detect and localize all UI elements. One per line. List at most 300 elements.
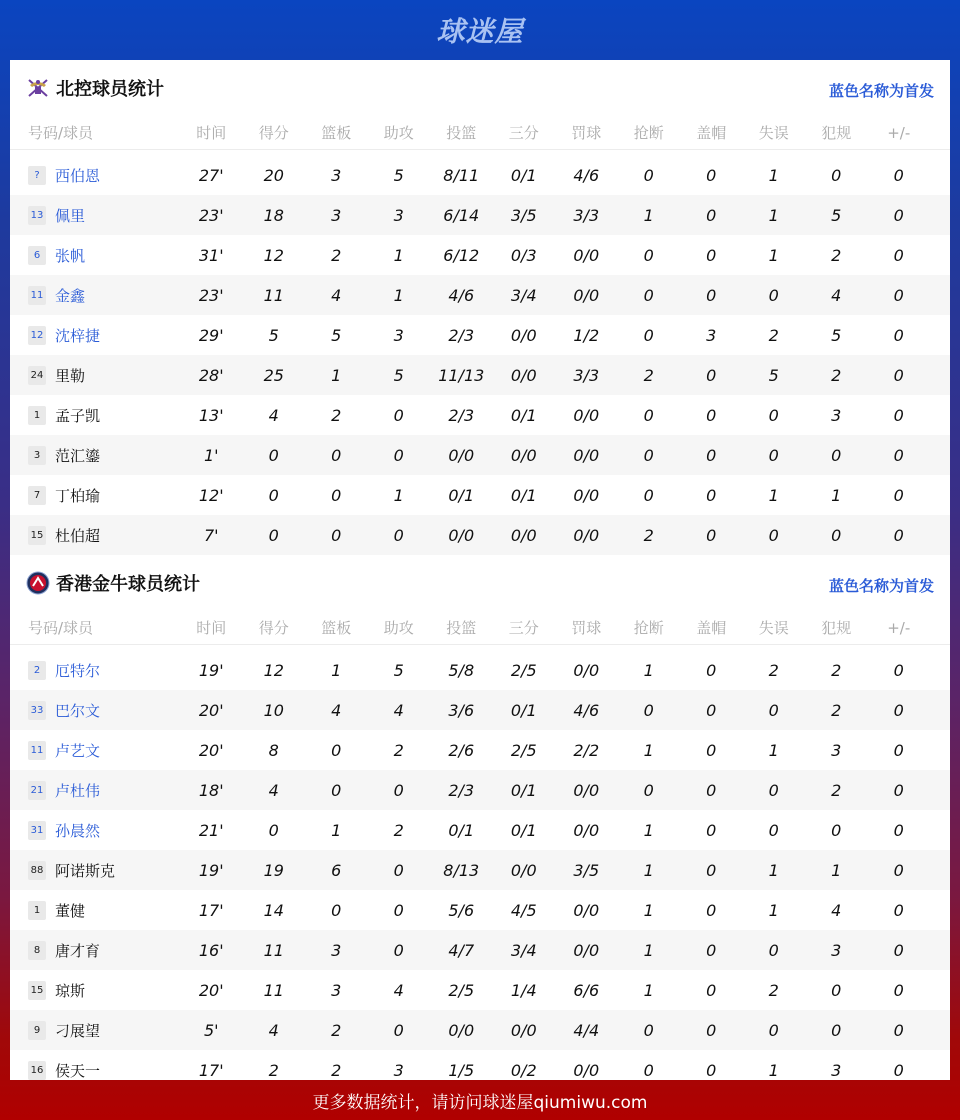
footer-banner [0, 1080, 960, 1120]
stat-blocks: 0 [706, 285, 717, 305]
stat-fg: 11/13 [438, 365, 485, 385]
stat-ft: 0/0 [573, 900, 600, 920]
player-cell [10, 660, 180, 681]
stat-plus-minus: 0 [893, 405, 904, 425]
jersey-number-badge: 12 [28, 326, 46, 345]
jersey-number-badge: 15 [28, 981, 46, 1000]
player-name-link[interactable]: 范汇鎏 [55, 446, 101, 465]
stat-blocks: 0 [706, 1060, 717, 1080]
player-row[interactable] [10, 850, 950, 890]
player-row[interactable] [10, 435, 950, 475]
stat-rebounds: 4 [331, 285, 342, 305]
column-header-plus-minus[interactable]: +/- [887, 618, 911, 637]
stat-rebounds: 2 [331, 245, 342, 265]
stat-rebounds: 6 [331, 860, 342, 880]
stat-ft: 4/6 [573, 165, 600, 185]
stat-assists: 1 [393, 285, 404, 305]
column-header-points[interactable]: 得分 [258, 124, 289, 142]
stat-minutes: 13' [198, 405, 224, 425]
stat-blocks: 0 [706, 525, 717, 545]
stat-points: 19 [263, 860, 284, 880]
player-name-link[interactable]: 刁展望 [55, 1021, 101, 1040]
stat-assists: 3 [393, 205, 404, 225]
stat-assists: 2 [393, 740, 404, 760]
stat-ft: 4/6 [573, 700, 600, 720]
stat-three-pt: 3/5 [510, 205, 537, 225]
stat-blocks: 0 [706, 980, 717, 1000]
column-header-three-pt[interactable]: 三分 [508, 124, 539, 142]
player-row[interactable] [10, 690, 950, 730]
player-name-link[interactable]: 琼斯 [55, 981, 86, 1000]
stat-assists: 0 [393, 780, 404, 800]
starter-legend-note: 蓝色名称为首发 [828, 577, 934, 595]
stat-fg: 4/7 [448, 940, 475, 960]
column-header-fouls[interactable]: 犯规 [821, 619, 852, 637]
stat-rebounds: 2 [331, 405, 342, 425]
player-row[interactable] [10, 155, 950, 195]
stat-fouls: 2 [831, 365, 842, 385]
stat-turnovers: 5 [768, 365, 779, 385]
stat-assists: 0 [393, 900, 404, 920]
stat-points: 8 [268, 740, 279, 760]
player-name-link[interactable]: 金鑫 [55, 286, 86, 305]
stat-fg: 2/6 [448, 740, 475, 760]
jersey-number-badge: 21 [28, 781, 46, 800]
column-header-player[interactable]: 号码/球员 [28, 619, 94, 637]
hong-kong-bulls-logo-icon [26, 571, 50, 595]
column-header-steals[interactable]: 抢断 [633, 619, 664, 637]
stat-fg: 2/3 [448, 405, 475, 425]
stat-three-pt: 0/0 [510, 1020, 537, 1040]
jersey-number-badge: 6 [28, 246, 46, 265]
jersey-number-badge: 15 [28, 526, 46, 545]
stat-three-pt: 2/5 [510, 740, 537, 760]
column-header-steals[interactable]: 抢断 [633, 124, 664, 142]
stat-ft: 0/0 [573, 660, 600, 680]
stat-fouls: 4 [831, 900, 842, 920]
player-name-link[interactable]: 丁柏瑜 [55, 486, 101, 505]
column-header-three-pt[interactable]: 三分 [508, 619, 539, 637]
stat-minutes: 23' [198, 205, 224, 225]
stat-turnovers: 0 [768, 1020, 779, 1040]
stat-assists: 0 [393, 860, 404, 880]
column-header-assists[interactable]: 助攻 [383, 124, 414, 142]
stat-fouls: 3 [831, 740, 842, 760]
column-header-ft[interactable]: 罚球 [571, 124, 602, 142]
player-row[interactable] [10, 515, 950, 555]
jersey-number-badge: 24 [28, 366, 46, 385]
column-header-fouls[interactable]: 犯规 [821, 124, 852, 142]
stats-card [10, 60, 950, 1080]
stat-fouls: 5 [831, 325, 842, 345]
player-cell [10, 165, 180, 186]
stat-points: 0 [268, 445, 279, 465]
table-header-row [10, 611, 950, 645]
stat-minutes: 19' [198, 660, 224, 680]
stat-turnovers: 0 [768, 405, 779, 425]
stat-points: 11 [263, 940, 284, 960]
stat-fg: 6/14 [443, 205, 480, 225]
stat-blocks: 0 [706, 405, 717, 425]
stat-points: 10 [263, 700, 284, 720]
starter-legend-note: 蓝色名称为首发 [828, 82, 934, 100]
stat-minutes: 1' [203, 445, 219, 465]
stat-plus-minus: 0 [893, 1020, 904, 1040]
player-table-body [10, 155, 950, 555]
stat-minutes: 12' [198, 485, 224, 505]
stat-fg: 3/6 [448, 700, 475, 720]
stat-plus-minus: 0 [893, 445, 904, 465]
stat-ft: 3/5 [573, 860, 600, 880]
stat-points: 11 [263, 285, 284, 305]
stat-minutes: 23' [198, 285, 224, 305]
stat-turnovers: 0 [768, 940, 779, 960]
column-header-fg[interactable]: 投篮 [446, 124, 477, 142]
column-header-blocks[interactable]: 盖帽 [696, 619, 727, 637]
top-banner [0, 0, 960, 60]
column-header-rebounds[interactable]: 篮板 [321, 619, 352, 637]
player-row[interactable] [10, 275, 950, 315]
stat-fg: 0/0 [448, 525, 475, 545]
stat-fg: 0/0 [448, 1020, 475, 1040]
stat-fouls: 2 [831, 700, 842, 720]
stat-turnovers: 0 [768, 445, 779, 465]
stat-three-pt: 0/3 [510, 245, 537, 265]
player-name-link[interactable]: 沈梓捷 [55, 326, 101, 345]
stat-points: 0 [268, 820, 279, 840]
player-row[interactable] [10, 890, 950, 930]
stat-blocks: 0 [706, 820, 717, 840]
stat-fg: 2/3 [448, 780, 475, 800]
stat-ft: 0/0 [573, 525, 600, 545]
stat-plus-minus: 0 [893, 700, 904, 720]
stat-three-pt: 2/5 [510, 660, 537, 680]
table-header-row [10, 116, 950, 150]
player-row[interactable] [10, 930, 950, 970]
player-row[interactable] [10, 235, 950, 275]
stat-three-pt: 0/1 [510, 405, 537, 425]
stat-three-pt: 0/1 [510, 780, 537, 800]
stat-plus-minus: 0 [893, 940, 904, 960]
stat-rebounds: 5 [331, 325, 342, 345]
player-cell [10, 525, 180, 546]
player-row[interactable] [10, 770, 950, 810]
stat-turnovers: 1 [768, 165, 779, 185]
stat-fouls: 0 [831, 445, 842, 465]
stat-blocks: 0 [706, 165, 717, 185]
jersey-number-badge: 1 [28, 406, 46, 425]
stat-points: 4 [268, 405, 279, 425]
team-title: 香港金牛球员统计 [56, 574, 200, 595]
stat-rebounds: 3 [331, 165, 342, 185]
player-cell [10, 780, 180, 801]
player-cell [10, 485, 180, 506]
player-name-link[interactable]: 孙晨然 [55, 821, 101, 840]
stat-blocks: 0 [706, 365, 717, 385]
column-header-ft[interactable]: 罚球 [571, 619, 602, 637]
player-name-link[interactable]: 唐才育 [55, 941, 101, 960]
player-name-link[interactable]: 孟子凯 [55, 406, 101, 425]
column-header-plus-minus[interactable]: +/- [887, 123, 911, 142]
column-header-turnovers[interactable]: 失误 [758, 619, 789, 637]
stat-points: 2 [268, 1060, 279, 1080]
stat-plus-minus: 0 [893, 325, 904, 345]
jersey-number-badge: 13 [28, 206, 46, 225]
player-row[interactable] [10, 810, 950, 850]
stat-three-pt: 1/4 [510, 980, 537, 1000]
stat-blocks: 0 [706, 900, 717, 920]
player-name-link[interactable]: 卢艺文 [55, 741, 101, 760]
stat-assists: 3 [393, 325, 404, 345]
player-name-link[interactable]: 侯天一 [55, 1061, 101, 1080]
player-row[interactable] [10, 1010, 950, 1050]
stat-ft: 0/0 [573, 445, 600, 465]
stat-minutes: 19' [198, 860, 224, 880]
player-cell [10, 365, 180, 386]
stat-minutes: 20' [198, 980, 224, 1000]
player-row[interactable] [10, 355, 950, 395]
stat-steals: 1 [643, 205, 654, 225]
player-cell [10, 940, 180, 961]
stat-plus-minus: 0 [893, 525, 904, 545]
stat-minutes: 17' [198, 900, 224, 920]
stat-ft: 2/2 [573, 740, 600, 760]
stat-points: 18 [263, 205, 284, 225]
stat-fg: 0/0 [448, 445, 475, 465]
stat-three-pt: 0/0 [510, 365, 537, 385]
player-cell [10, 980, 180, 1001]
team-section-1 [10, 555, 950, 1090]
player-cell [10, 405, 180, 426]
stat-rebounds: 4 [331, 700, 342, 720]
player-name-link[interactable]: 阿诺斯克 [55, 861, 116, 880]
player-cell [10, 445, 180, 466]
stat-three-pt: 4/5 [510, 900, 537, 920]
stat-blocks: 0 [706, 780, 717, 800]
stat-turnovers: 1 [768, 245, 779, 265]
player-name-link[interactable]: 张帆 [55, 246, 86, 265]
column-header-minutes[interactable]: 时间 [196, 124, 227, 142]
stat-steals: 1 [643, 860, 654, 880]
stat-steals: 1 [643, 900, 654, 920]
team-header [10, 555, 950, 611]
stat-assists: 5 [393, 165, 404, 185]
player-cell [10, 205, 180, 226]
stat-rebounds: 1 [331, 820, 342, 840]
stat-minutes: 7' [203, 525, 219, 545]
player-row[interactable] [10, 475, 950, 515]
stat-plus-minus: 0 [893, 740, 904, 760]
stat-fouls: 3 [831, 940, 842, 960]
stat-steals: 0 [643, 325, 654, 345]
team-title: 北控球员统计 [56, 79, 164, 100]
stat-turnovers: 1 [768, 740, 779, 760]
player-name-link[interactable]: 佩里 [55, 206, 86, 225]
stat-three-pt: 0/1 [510, 485, 537, 505]
jersey-number-badge: 7 [28, 486, 46, 505]
jersey-number-badge: 1 [28, 901, 46, 920]
stat-minutes: 29' [198, 325, 224, 345]
stat-ft: 4/4 [573, 1020, 600, 1040]
stat-points: 4 [268, 1020, 279, 1040]
stat-minutes: 17' [198, 1060, 224, 1080]
stat-plus-minus: 0 [893, 900, 904, 920]
stat-fg: 0/1 [448, 820, 475, 840]
stat-turnovers: 1 [768, 860, 779, 880]
stat-points: 0 [268, 485, 279, 505]
stat-fouls: 0 [831, 1020, 842, 1040]
stat-fouls: 2 [831, 780, 842, 800]
stat-steals: 0 [643, 405, 654, 425]
player-cell [10, 245, 180, 266]
stat-fouls: 0 [831, 980, 842, 1000]
stat-ft: 0/0 [573, 245, 600, 265]
stat-turnovers: 1 [768, 205, 779, 225]
stat-blocks: 0 [706, 1020, 717, 1040]
player-cell [10, 1020, 180, 1041]
stat-blocks: 0 [706, 860, 717, 880]
stat-plus-minus: 0 [893, 245, 904, 265]
stat-minutes: 31' [198, 245, 224, 265]
stat-plus-minus: 0 [893, 485, 904, 505]
player-name-link[interactable]: 巴尔文 [55, 701, 101, 720]
player-cell [10, 285, 180, 306]
stat-rebounds: 1 [331, 365, 342, 385]
stat-plus-minus: 0 [893, 980, 904, 1000]
column-header-turnovers[interactable]: 失误 [758, 124, 789, 142]
stat-fg: 1/5 [448, 1060, 475, 1080]
column-header-fg[interactable]: 投篮 [446, 619, 477, 637]
stat-ft: 0/0 [573, 1060, 600, 1080]
stat-rebounds: 0 [331, 525, 342, 545]
stat-steals: 0 [643, 485, 654, 505]
player-row[interactable] [10, 650, 950, 690]
player-name-link[interactable]: 西伯恩 [55, 166, 101, 185]
stat-plus-minus: 0 [893, 285, 904, 305]
stat-rebounds: 0 [331, 485, 342, 505]
stat-assists: 0 [393, 525, 404, 545]
stat-points: 5 [268, 325, 279, 345]
player-row[interactable] [10, 970, 950, 1010]
jersey-number-badge: 16 [28, 1061, 46, 1080]
stat-steals: 1 [643, 820, 654, 840]
footer-text: 更多数据统计，请访问球迷屋qiumiwu.com [312, 1092, 648, 1113]
stat-rebounds: 3 [331, 940, 342, 960]
column-header-minutes[interactable]: 时间 [196, 619, 227, 637]
player-name-link[interactable]: 卢杜伟 [55, 781, 101, 800]
stat-three-pt: 0/0 [510, 860, 537, 880]
beikong-fly-dragons-logo-icon [26, 76, 50, 100]
stat-rebounds: 3 [331, 205, 342, 225]
column-header-points[interactable]: 得分 [258, 619, 289, 637]
stat-fg: 5/8 [448, 660, 475, 680]
stat-steals: 2 [643, 365, 654, 385]
column-header-rebounds[interactable]: 篮板 [321, 124, 352, 142]
stat-blocks: 0 [706, 660, 717, 680]
player-name-link[interactable]: 杜伯超 [55, 526, 101, 545]
stat-assists: 0 [393, 405, 404, 425]
stat-assists: 3 [393, 1060, 404, 1080]
player-name-link[interactable]: 董健 [55, 901, 86, 920]
stat-points: 25 [263, 365, 284, 385]
column-header-player[interactable]: 号码/球员 [28, 124, 94, 142]
stat-rebounds: 0 [331, 780, 342, 800]
jersey-number-badge: ? [28, 166, 46, 185]
stat-fouls: 5 [831, 205, 842, 225]
stat-steals: 1 [643, 940, 654, 960]
stat-steals: 0 [643, 1060, 654, 1080]
player-row[interactable] [10, 730, 950, 770]
stat-fouls: 3 [831, 1060, 842, 1080]
player-name-link[interactable]: 厄特尔 [55, 661, 101, 680]
stat-three-pt: 0/2 [510, 1060, 537, 1080]
stat-fouls: 2 [831, 660, 842, 680]
stat-steals: 0 [643, 285, 654, 305]
stat-minutes: 20' [198, 740, 224, 760]
stat-fg: 6/12 [443, 245, 480, 265]
stat-fouls: 0 [831, 165, 842, 185]
stat-turnovers: 0 [768, 820, 779, 840]
brand-logo: 球迷屋 [436, 15, 524, 48]
stat-turnovers: 0 [768, 700, 779, 720]
player-row[interactable] [10, 395, 950, 435]
player-row[interactable] [10, 315, 950, 355]
stat-ft: 0/0 [573, 405, 600, 425]
player-row[interactable] [10, 195, 950, 235]
stat-steals: 1 [643, 980, 654, 1000]
stat-ft: 0/0 [573, 940, 600, 960]
stat-assists: 2 [393, 820, 404, 840]
stat-fg: 2/5 [448, 980, 475, 1000]
player-name-link[interactable]: 里勒 [55, 366, 86, 385]
stat-plus-minus: 0 [893, 780, 904, 800]
stat-fouls: 4 [831, 285, 842, 305]
player-cell [10, 900, 180, 921]
stat-assists: 4 [393, 700, 404, 720]
stat-minutes: 16' [198, 940, 224, 960]
stat-blocks: 0 [706, 205, 717, 225]
stat-points: 12 [263, 245, 284, 265]
column-header-blocks[interactable]: 盖帽 [696, 124, 727, 142]
stat-three-pt: 0/1 [510, 700, 537, 720]
stat-rebounds: 3 [331, 980, 342, 1000]
player-cell [10, 820, 180, 841]
stat-fouls: 1 [831, 860, 842, 880]
stat-minutes: 18' [198, 780, 224, 800]
stat-steals: 0 [643, 700, 654, 720]
stat-steals: 0 [643, 165, 654, 185]
stat-steals: 0 [643, 445, 654, 465]
stat-ft: 0/0 [573, 285, 600, 305]
stat-plus-minus: 0 [893, 205, 904, 225]
stat-three-pt: 0/1 [510, 820, 537, 840]
stat-rebounds: 2 [331, 1060, 342, 1080]
stat-three-pt: 3/4 [510, 285, 537, 305]
jersey-number-badge: 3 [28, 446, 46, 465]
player-cell [10, 1060, 180, 1081]
stat-rebounds: 0 [331, 900, 342, 920]
stat-assists: 5 [393, 660, 404, 680]
stat-plus-minus: 0 [893, 1060, 904, 1080]
stat-fg: 5/6 [448, 900, 475, 920]
stat-three-pt: 3/4 [510, 940, 537, 960]
stat-turnovers: 1 [768, 900, 779, 920]
stat-turnovers: 2 [768, 660, 779, 680]
column-header-assists[interactable]: 助攻 [383, 619, 414, 637]
stat-plus-minus: 0 [893, 660, 904, 680]
stat-fouls: 1 [831, 485, 842, 505]
stat-fg: 0/1 [448, 485, 475, 505]
